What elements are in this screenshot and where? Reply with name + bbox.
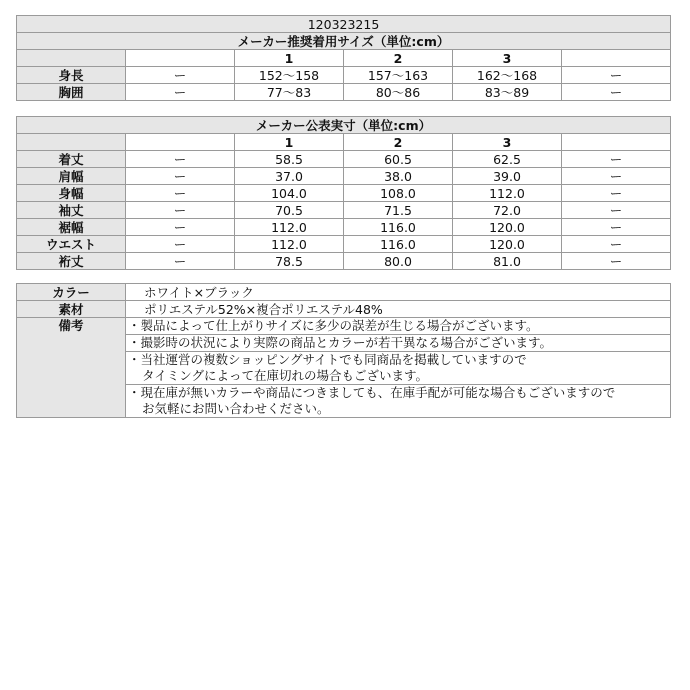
table-cell: ー <box>126 219 235 236</box>
table-cell: ー <box>126 185 235 202</box>
table-cell: 38.0 <box>344 168 453 185</box>
table-cell: 62.5 <box>453 151 562 168</box>
table-cell: 81.0 <box>453 253 562 270</box>
table-cell: 157～163 <box>344 67 453 84</box>
table-cell: ー <box>562 168 671 185</box>
table-row <box>17 151 671 168</box>
size-header-cell: 2 <box>344 50 453 67</box>
row-label: 身幅 <box>17 185 126 202</box>
table-cell: 152～158 <box>235 67 344 84</box>
note-line: ・製品によって仕上がりサイズに多少の誤差が生じる場合がございます。 <box>128 318 539 333</box>
table-cell: 78.5 <box>235 253 344 270</box>
material-label: 素材 <box>17 301 126 318</box>
size-header-cell: 2 <box>344 134 453 151</box>
table-row <box>17 67 671 84</box>
size-header-cell: 3 <box>453 134 562 151</box>
row-label: 裄丈 <box>17 253 126 270</box>
table-row <box>17 84 671 101</box>
measured-size-title: メーカー公表実寸（単位:cm） <box>17 117 671 134</box>
table-cell: 80～86 <box>344 84 453 101</box>
note-item <box>126 318 671 335</box>
table-cell: 116.0 <box>344 236 453 253</box>
table-cell: ー <box>126 202 235 219</box>
product-id: 120323215 <box>17 16 671 33</box>
note-item <box>126 385 671 418</box>
size-header-cell <box>126 50 235 67</box>
table-cell: 120.0 <box>453 236 562 253</box>
table-row <box>17 202 671 219</box>
row-label: 肩幅 <box>17 168 126 185</box>
note-line: ・撮影時の状況により実際の商品とカラーが若干異なる場合がございます。 <box>128 335 553 350</box>
table-cell: 72.0 <box>453 202 562 219</box>
size-header-cell <box>562 50 671 67</box>
row-label: 胸囲 <box>17 84 126 101</box>
material-value: ポリエステル52%×複合ポリエステル48% <box>126 301 671 318</box>
size-header-cell <box>562 134 671 151</box>
note-line: お気軽にお問い合わせください。 <box>142 401 330 416</box>
table-cell: ー <box>562 253 671 270</box>
table-cell: 162～168 <box>453 67 562 84</box>
measured-size-table <box>16 116 671 270</box>
row-label: 着丈 <box>17 151 126 168</box>
table-cell: ー <box>126 236 235 253</box>
recommended-size-table <box>16 15 671 101</box>
table-cell: ー <box>126 67 235 84</box>
note-line: タイミングによって在庫切れの場合もございます。 <box>142 368 429 383</box>
table-cell: 112.0 <box>235 236 344 253</box>
notes-row <box>17 318 671 335</box>
table-cell: 58.5 <box>235 151 344 168</box>
table-cell: 112.0 <box>453 185 562 202</box>
table-cell: ー <box>562 185 671 202</box>
table-cell: 80.0 <box>344 253 453 270</box>
note-line: ・現在庫が無いカラーや商品につきましても、在庫手配が可能な場合もございますので <box>128 385 616 400</box>
note-line: ・当社運営の複数ショッピングサイトでも同商品を掲載していますので <box>128 352 527 367</box>
table-cell: 108.0 <box>344 185 453 202</box>
color-row <box>17 284 671 301</box>
table-cell: ー <box>126 168 235 185</box>
table-cell: 104.0 <box>235 185 344 202</box>
table-cell: 120.0 <box>453 219 562 236</box>
note-item <box>126 335 671 352</box>
note-item <box>126 352 671 385</box>
size-header-cell <box>126 134 235 151</box>
size-header-cell: 3 <box>453 50 562 67</box>
table-cell: 70.5 <box>235 202 344 219</box>
table-cell: 112.0 <box>235 219 344 236</box>
table-row <box>17 219 671 236</box>
table-cell: ー <box>562 67 671 84</box>
color-label: カラー <box>17 284 126 301</box>
corner-cell <box>17 134 126 151</box>
table-row <box>17 168 671 185</box>
product-details-table <box>16 283 671 418</box>
size-header-row <box>17 50 671 67</box>
table-cell: 37.0 <box>235 168 344 185</box>
table-cell: ー <box>126 253 235 270</box>
size-header-row <box>17 134 671 151</box>
size-header-cell: 1 <box>235 50 344 67</box>
recommended-size-title: メーカー推奨着用サイズ（単位:cm） <box>17 33 671 50</box>
table-cell: ー <box>126 151 235 168</box>
table-cell: ー <box>562 84 671 101</box>
row-label: ウエスト <box>17 236 126 253</box>
table-cell: ー <box>562 151 671 168</box>
table-cell: 83～89 <box>453 84 562 101</box>
table-cell: ー <box>562 219 671 236</box>
row-label: 身長 <box>17 67 126 84</box>
row-label: 裾幅 <box>17 219 126 236</box>
table-cell: 39.0 <box>453 168 562 185</box>
table-cell: 77～83 <box>235 84 344 101</box>
corner-cell <box>17 50 126 67</box>
table-cell: 60.5 <box>344 151 453 168</box>
table-cell: ー <box>562 236 671 253</box>
table-cell: 71.5 <box>344 202 453 219</box>
color-value: ホワイト×ブラック <box>126 284 671 301</box>
table-cell: ー <box>562 202 671 219</box>
row-label: 袖丈 <box>17 202 126 219</box>
notes-label: 備考 <box>17 318 126 418</box>
size-header-cell: 1 <box>235 134 344 151</box>
material-row <box>17 301 671 318</box>
table-row <box>17 185 671 202</box>
table-row <box>17 236 671 253</box>
table-cell: ー <box>126 84 235 101</box>
table-cell: 116.0 <box>344 219 453 236</box>
table-row <box>17 253 671 270</box>
